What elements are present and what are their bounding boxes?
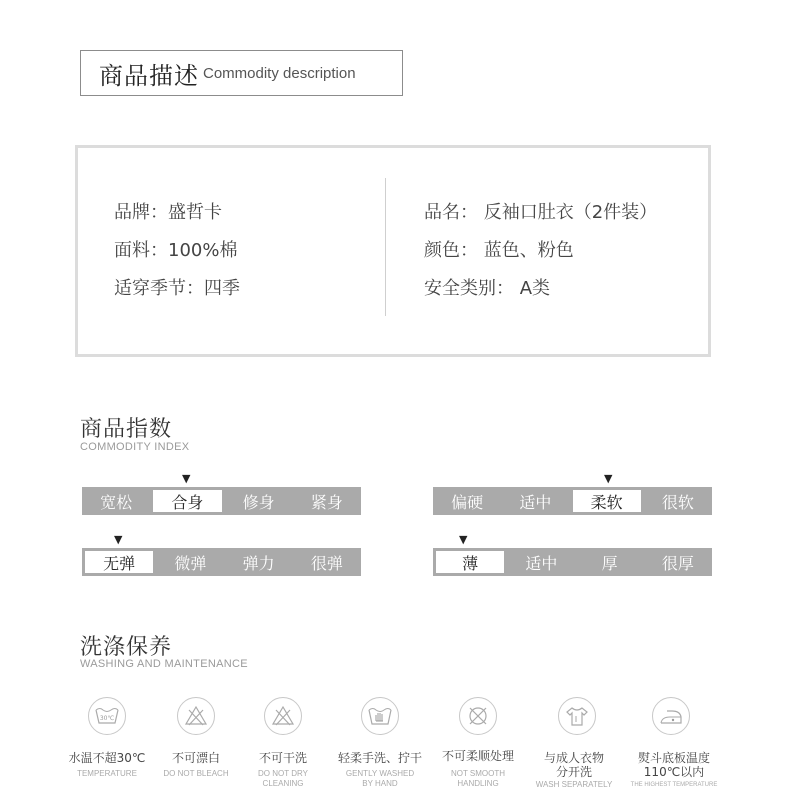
description-title: 商品描述 bbox=[99, 61, 199, 90]
thickness-scale bbox=[433, 548, 712, 576]
care-item-hand-wash bbox=[330, 751, 430, 789]
care-label-en: DO NOT BLEACH bbox=[163, 769, 229, 778]
fit-scale bbox=[82, 487, 361, 515]
fit-option-tight: 紧身 bbox=[310, 492, 343, 512]
no-bleach-icon bbox=[177, 697, 215, 735]
care-label: 轻柔手洗、拧干 bbox=[337, 751, 422, 765]
care-title: 洗涤保养 bbox=[80, 635, 173, 660]
wash-30c-icon bbox=[88, 697, 126, 735]
care-item-wash-separately bbox=[524, 751, 624, 790]
care-subtitle: WASHING AND MAINTENANCE bbox=[80, 658, 248, 670]
elasticity-option-slight: 微弹 bbox=[174, 553, 207, 573]
elasticity-option-stretch: 弹力 bbox=[242, 553, 275, 573]
elasticity-scale bbox=[82, 548, 361, 576]
fit-option-regular-selected: 合身 bbox=[153, 490, 221, 512]
description-title-box bbox=[80, 50, 403, 96]
care-label-en: CLEANING bbox=[262, 779, 304, 788]
care-label-en: WASH SEPARATELY bbox=[535, 780, 613, 789]
softness-option-medium: 适中 bbox=[519, 492, 552, 512]
softness-scale-marker: ▼ bbox=[604, 472, 613, 485]
care-label-en: BY HAND bbox=[362, 779, 398, 788]
svg-text:30℃: 30℃ bbox=[99, 715, 115, 722]
care-label-en: DO NOT DRY bbox=[258, 769, 308, 778]
info-color: 颜色： 蓝色、粉色 bbox=[424, 240, 574, 261]
fit-scale-marker: ▼ bbox=[182, 472, 191, 485]
fit-option-slim: 修身 bbox=[242, 492, 275, 512]
iron-icon bbox=[652, 697, 690, 735]
thickness-option-thin-selected: 薄 bbox=[436, 551, 504, 573]
index-subtitle: COMMODITY INDEX bbox=[80, 441, 190, 453]
care-label-en: HANDLING bbox=[457, 779, 499, 788]
care-item-no-dry-clean bbox=[233, 751, 333, 789]
care-item-no-softener bbox=[428, 749, 528, 789]
thickness-option-very-thick: 很厚 bbox=[661, 553, 694, 573]
care-label: 熨斗底板温度 110℃以内 bbox=[637, 751, 710, 779]
care-label-en: GENTLY WASHED bbox=[345, 769, 415, 778]
elasticity-option-none-selected: 无弹 bbox=[85, 551, 153, 573]
thickness-option-thick: 厚 bbox=[601, 553, 618, 573]
care-label-en: NOT SMOOTH bbox=[450, 769, 506, 778]
care-item-iron bbox=[624, 751, 724, 790]
softness-option-very-soft: 很软 bbox=[661, 492, 694, 512]
info-safety-class: 安全类别： A类 bbox=[424, 278, 551, 299]
care-label-en: TEMPERATURE bbox=[77, 769, 137, 778]
info-season: 适穿季节：四季 bbox=[114, 278, 240, 299]
info-divider bbox=[385, 178, 386, 316]
softness-option-soft-selected: 柔软 bbox=[573, 490, 641, 512]
care-label: 不可漂白 bbox=[171, 751, 220, 765]
no-dry-clean-icon bbox=[264, 697, 302, 735]
info-brand: 品牌：盛哲卡 bbox=[114, 202, 222, 223]
elasticity-scale-marker: ▼ bbox=[114, 533, 123, 546]
description-subtitle: Commodity description bbox=[203, 64, 356, 82]
thickness-scale-marker: ▼ bbox=[459, 533, 468, 546]
index-title: 商品指数 bbox=[80, 417, 173, 442]
care-label-en: THE HIGHEST TEMPERATURE bbox=[630, 782, 718, 788]
hand-wash-icon bbox=[361, 697, 399, 735]
wash-separately-icon bbox=[558, 697, 596, 735]
care-label: 水温不超30℃ bbox=[68, 751, 146, 765]
info-fabric: 面料：100%棉 bbox=[114, 240, 238, 261]
care-label: 不可干洗 bbox=[258, 751, 307, 765]
care-label: 与成人衣物 分开洗 bbox=[543, 751, 604, 779]
care-label: 不可柔顺处理 bbox=[441, 749, 514, 763]
care-item-water-temp bbox=[57, 751, 157, 779]
softness-option-hard: 偏硬 bbox=[451, 492, 484, 512]
softness-scale bbox=[433, 487, 712, 515]
elasticity-option-very: 很弹 bbox=[310, 553, 343, 573]
no-softener-icon bbox=[459, 697, 497, 735]
fit-option-loose: 宽松 bbox=[100, 492, 133, 512]
info-product-name: 品名： 反袖口肚衣（2件装） bbox=[424, 202, 658, 223]
thickness-option-medium: 适中 bbox=[525, 553, 558, 573]
care-item-no-bleach bbox=[146, 751, 246, 779]
